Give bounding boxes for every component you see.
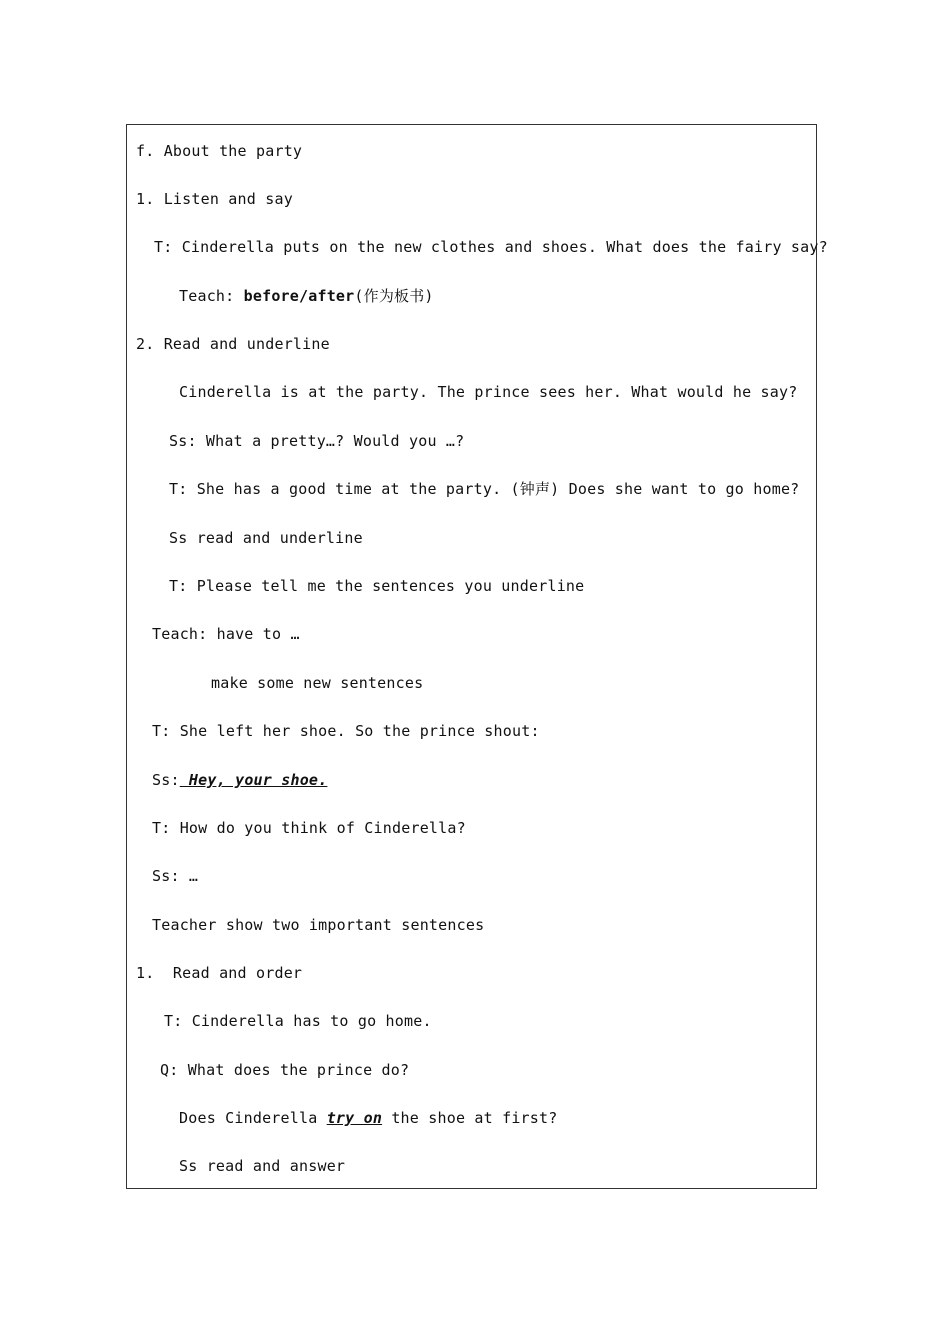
question-prince-do: Q: What does the prince do? bbox=[160, 1061, 410, 1079]
teacher-important-sentences: Teacher show two important sentences bbox=[152, 916, 485, 934]
make-new-sentences: make some new sentences bbox=[211, 674, 424, 692]
step-listen-and-say: 1. Listen and say bbox=[136, 190, 293, 208]
try-on-suffix: the shoe at first? bbox=[382, 1109, 558, 1127]
teach-note: (作为板书) bbox=[354, 287, 434, 305]
prince-prompt: Cinderella is at the party. The prince sees her. What would he say? bbox=[179, 383, 798, 401]
teacher-question-fairy: T: Cinderella puts on the new clothes and shoes. What does the fairy say? bbox=[154, 238, 828, 256]
answer-hey-your-shoe: Hey, your shoe. bbox=[179, 771, 328, 789]
teacher-tell-sentences: T: Please tell me the sentences you underline bbox=[169, 577, 585, 595]
step-read-and-order: 1. Read and order bbox=[136, 964, 303, 982]
try-on-phrase: try on bbox=[326, 1109, 383, 1127]
students-ellipsis: Ss: … bbox=[152, 867, 199, 885]
teach-label: Teach: bbox=[179, 287, 244, 305]
teacher-good-time: T: She has a good time at the party. (钟声) Does she want to go home? bbox=[169, 480, 800, 498]
section-heading-party: f. About the party bbox=[136, 142, 303, 160]
try-on-prefix: Does Cinderella bbox=[179, 1109, 327, 1127]
teacher-go-home: T: Cinderella has to go home. bbox=[164, 1012, 432, 1030]
step-read-and-underline: 2. Read and underline bbox=[136, 335, 330, 353]
question-try-on bbox=[179, 1108, 557, 1128]
teacher-left-shoe: T: She left her shoe. So the prince shout: bbox=[152, 722, 540, 740]
students-response-pretty: Ss: What a pretty…? Would you …? bbox=[169, 432, 465, 450]
students-shout bbox=[152, 770, 327, 790]
teach-have-to: Teach: have to … bbox=[152, 625, 300, 643]
students-label: Ss: bbox=[152, 771, 180, 789]
teach-keywords: before/after bbox=[243, 287, 355, 305]
students-read-answer: Ss read and answer bbox=[179, 1157, 346, 1175]
teach-before-after bbox=[179, 286, 434, 306]
students-read-underline: Ss read and underline bbox=[169, 529, 363, 547]
teacher-think-of-cinderella: T: How do you think of Cinderella? bbox=[152, 819, 466, 837]
